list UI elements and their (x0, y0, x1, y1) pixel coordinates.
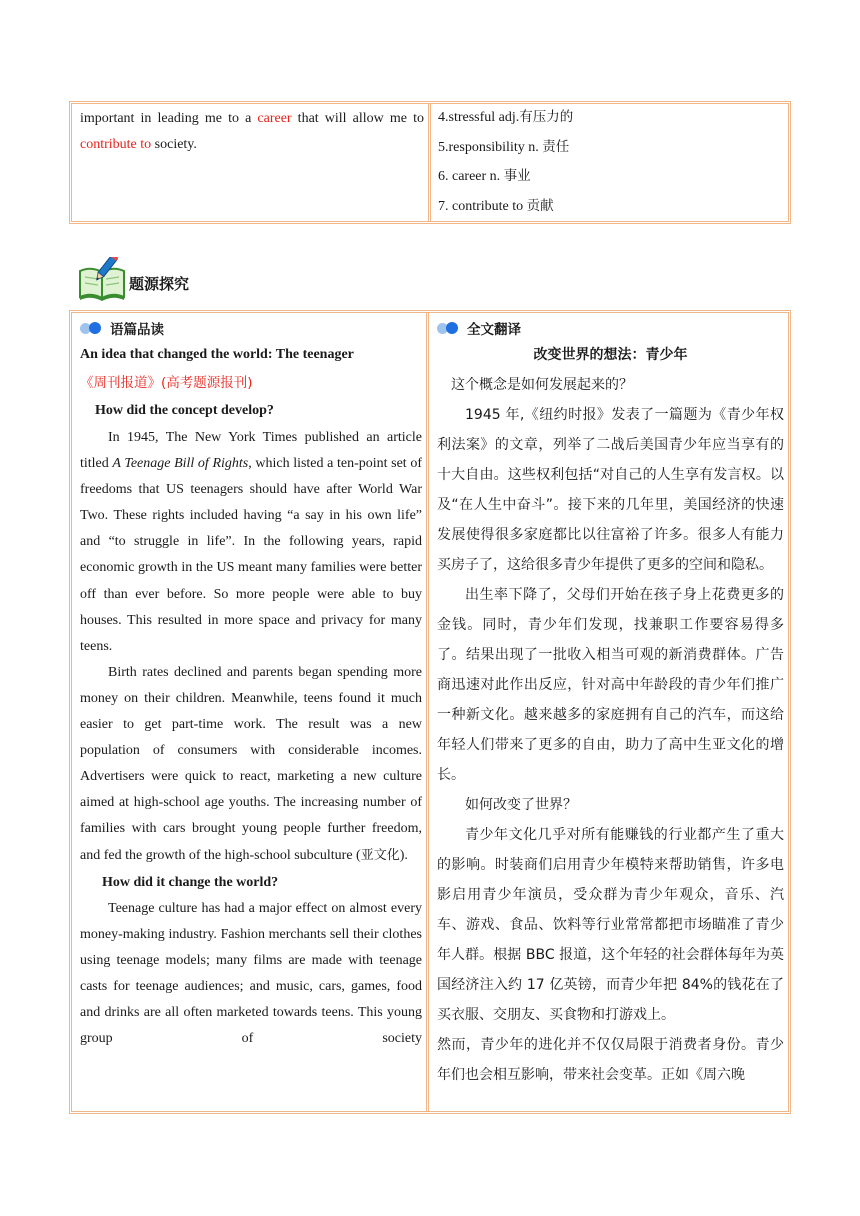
subheading-1: How did the concept develop? (95, 403, 274, 418)
paragraph-3: Teenage culture has had a major effect on almost every money-making industry. Fashion merchants sell their clothes using teenage models; many films are made with teenage casts for teenage audiences; and music, cars, games, food and drinks are all often marketed towards teens. This young group of society (80, 900, 422, 1047)
vocab-item (438, 163, 782, 193)
reading-table (69, 310, 791, 1114)
section-heading (77, 259, 189, 303)
translation-paragraph-3: 青少年文化几乎对所有能赚钱的行业都产生了重大的影响。时装商们启用青少年模特来帮助销售，许多电影启用青少年演员，受众群为青少年观众，音乐、汽车、游戏、食品、饮料等行业常常都把市场瞄准了青少年人群。根据 BBC 报道，这个年轻的社会群体每年为英国经济注入约 17 亿英镑，而青少年把 84%的钱花在了买衣服、交朋友、买食物和打游戏上。 (437, 827, 784, 1023)
sentence-text-2: that will allow me to (291, 111, 424, 126)
vocab-word: 7. contribute to (438, 198, 527, 214)
question-2: 如何改变了世界？ (465, 797, 577, 813)
para2-end: ). (399, 847, 408, 863)
highlight-career: career (257, 111, 292, 126)
dots-icon (437, 322, 459, 334)
article-title: An idea that changed the world: The teenager (80, 347, 354, 362)
book-pencil-icon (77, 257, 127, 306)
section-label: 语篇品读 (110, 322, 164, 338)
translation-paragraph-2: 出生率下降了，父母们开始在孩子身上花费更多的金钱。同时，青少年们发现，找兼职工作要容易得多了。结果出现了一批收入相当可观的新消费群体。广告商迅速对此作出反应，针对高中年龄段的青少年们推广一种新文化。越来越多的家庭拥有自己的汽车，而这给年轻人们带来了更多的自由，助力了高中生亚文化的增长。 (437, 587, 784, 783)
chinese-column (429, 313, 788, 1111)
vocab-meaning: 事业 (503, 168, 531, 184)
translation-paragraph-4: 然而，青少年的进化并不仅仅局限于消费者身份。青少年们也会相互影响，带来社会变革。正如《周六晚 (437, 1037, 784, 1083)
vocab-meaning: 贡献 (526, 197, 554, 214)
sentence-text-1: important in leading me to a (80, 111, 258, 126)
translation-paragraph-1: 1945 年,《纽约时报》发表了一篇题为《青少年权利法案》的文章，列举了二战后美国青少年应当享有的十大自由。这些权利包括“对自己的人生享有发言权。以及“在人生中奋斗”。接下来的几年里，美国经济的快速发展使得很多家庭都比以往富裕了许多。很多人有能力买房子了，这给很多青少年提供了更多的空间和隐私。 (437, 407, 784, 573)
paragraph-2 (80, 660, 422, 869)
vocab-item (438, 134, 782, 164)
dots-icon (80, 322, 102, 334)
source-text: 《周刊报道》(高考题源报刊) (80, 375, 253, 391)
sentence-cell (72, 104, 431, 221)
english-column (72, 313, 429, 1111)
question-1: 这个概念是如何发展起来的？ (451, 377, 633, 393)
vocab-item (438, 104, 782, 134)
para1-italic-title: A Teenage Bill of Rights (112, 456, 249, 472)
reading-section-header (80, 315, 422, 341)
vocab-word: 6. career n. (438, 169, 504, 184)
highlight-contribute-to: contribute to (80, 137, 152, 152)
vocab-meaning: 有压力的 (519, 109, 574, 125)
vocabulary-table (69, 101, 791, 224)
translation-section-header (437, 315, 784, 341)
subheading-2: How did it change the world? (102, 874, 279, 890)
vocab-word: 5.responsibility n. (438, 139, 543, 155)
para1-text: In 1945, The New York Times published an article titled (80, 430, 422, 472)
para2-text: Birth rates declined and parents began spending more money on their children. Meanwhile, teens found it much easier to get part-time work. The result was a new population of consumers with considerable incomes. Advertisers were quick to react, marketing a new culture aimed at high-school age youths. The increasing number of families with cars brought young people further freedom, and fed the growth of the high-school subculture ( (80, 664, 422, 863)
para2-cn-gloss: 亚文化 (360, 847, 400, 863)
translation-title: 改变世界的想法：青少年 (533, 347, 688, 363)
section-title: 题源探究 (129, 274, 190, 293)
article-source (80, 369, 422, 397)
vocabulary-list (431, 104, 788, 221)
vocab-word: 4.stressful adj. (438, 110, 520, 125)
vocab-meaning: 责任 (542, 138, 570, 155)
sentence-text-3: society. (151, 137, 197, 152)
paragraph-1 (80, 425, 422, 660)
vocab-item (438, 193, 782, 223)
section-label: 全文翻译 (467, 322, 521, 338)
para1-text-2: , which listed a ten-point set of freedoms that US teenagers should have after World War Two. These rights included having “a say in his own life” and “to struggle in life”. In the following years, rapid economic growth in the US meant many families were better off than ever before. So more people were able to buy houses. This resulted in more space and privacy for many teens. (80, 456, 422, 654)
